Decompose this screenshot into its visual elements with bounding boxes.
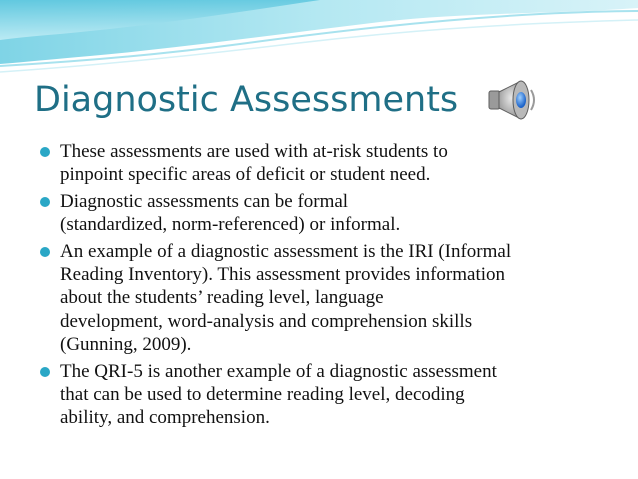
bullet-dot-icon — [40, 247, 50, 257]
bullet-item — [38, 190, 598, 237]
speaker-icon[interactable] — [487, 78, 541, 122]
bullet-line: Diagnostic assessments can be formal — [60, 190, 349, 212]
bullet-item — [38, 360, 598, 430]
bullet-line: Reading Inventory). This assessment provides information — [60, 264, 506, 286]
bullet-line: that can be used to determine reading level, decoding — [60, 384, 465, 406]
bullet-item — [38, 140, 598, 187]
bullet-dot-icon — [40, 367, 50, 377]
bullet-line: The QRI-5 is another example of a diagnostic assessment — [60, 360, 497, 382]
bullet-line: development, word-analysis and comprehension skills — [60, 310, 473, 332]
decorative-wave-band — [0, 0, 638, 80]
bullet-list — [38, 140, 598, 433]
bullet-line: ability, and comprehension. — [60, 407, 270, 429]
bullet-line: These assessments are used with at-risk students to — [60, 141, 448, 162]
slide-title: Diagnostic Assessments — [34, 80, 459, 120]
bullet-line: (Gunning, 2009). — [60, 334, 192, 356]
bullet-dot-icon — [40, 147, 50, 157]
bullet-line: An example of a diagnostic assessment is the IRI (Informal — [60, 240, 512, 262]
bullet-line: (standardized, norm-referenced) or informal. — [60, 214, 401, 236]
bullet-line: about the students’ reading level, language — [60, 287, 384, 309]
bullet-dot-icon — [40, 197, 50, 207]
bullet-line: pinpoint specific areas of deficit or student need. — [60, 164, 431, 186]
bullet-item — [38, 240, 598, 357]
